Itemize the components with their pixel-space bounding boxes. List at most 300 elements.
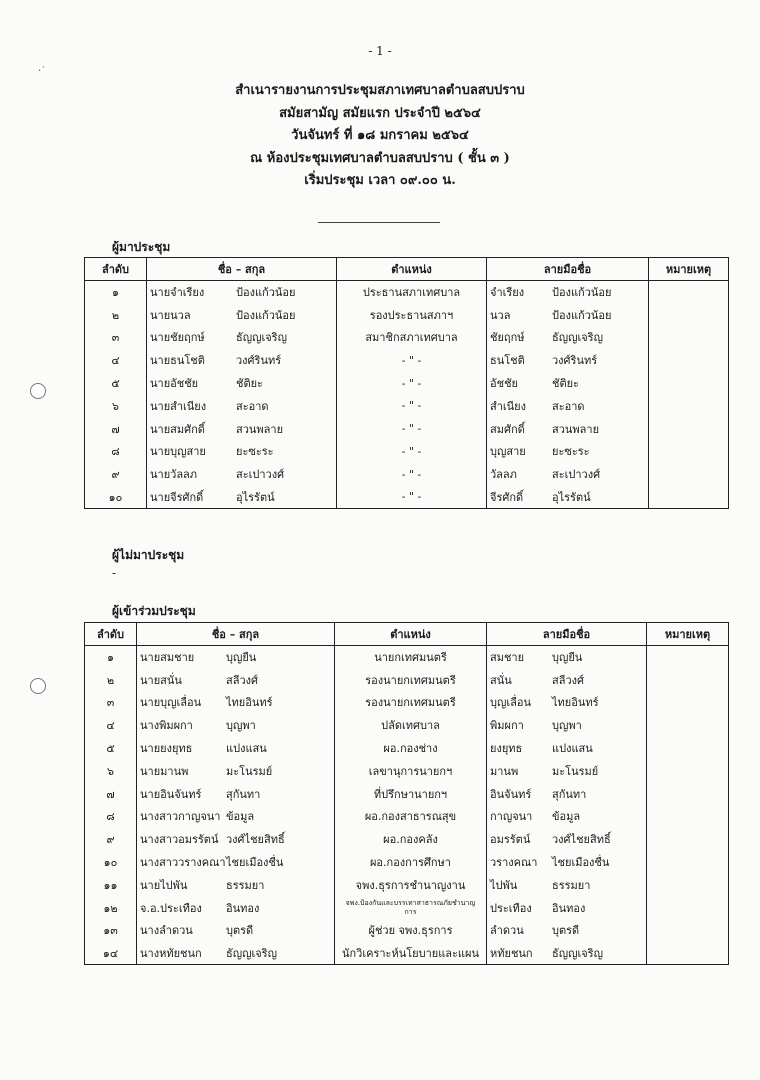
- signature-first: อินจันทร์: [490, 787, 532, 801]
- signature-last: วงศ์รินทร์: [552, 354, 598, 368]
- col-name: ชื่อ – สกุล: [137, 623, 335, 646]
- table-row: [85, 463, 729, 486]
- signature-last: ยะซะระ: [552, 445, 590, 459]
- signature-first: วัลลภ: [490, 468, 517, 482]
- col-remark: หมายเหตุ: [649, 258, 729, 281]
- row-number: ๙: [111, 468, 120, 482]
- cell-remark: [649, 463, 729, 486]
- signature-first: บุญสาย: [490, 445, 526, 459]
- header-divider: [318, 222, 440, 223]
- cell-position: [337, 303, 487, 326]
- cell-signature: [487, 349, 649, 372]
- cell-name: [137, 805, 335, 828]
- participants-table: [84, 622, 729, 965]
- cell-name: [137, 919, 335, 942]
- last-name: ไทยอินทร์: [226, 696, 273, 710]
- cell-signature: [487, 646, 647, 669]
- signature-last: ชัติยะ: [552, 377, 579, 391]
- cell-position: [335, 851, 487, 874]
- row-number: ๑๐: [103, 856, 118, 870]
- signature-last: ป้องแก้วน้อย: [552, 308, 612, 322]
- cell-signature: [487, 919, 647, 942]
- row-number: ๘: [111, 445, 120, 459]
- cell-position: [335, 919, 487, 942]
- cell-no: [85, 281, 147, 304]
- signature-first: สำเนียง: [490, 399, 526, 413]
- cell-no: [85, 349, 147, 372]
- last-name: วงศ์ไชยสิทธิ์: [226, 833, 285, 847]
- first-name: นายอัชชัย: [150, 377, 199, 391]
- cell-remark: [649, 440, 729, 463]
- position-text: ประธานสภาเทศบาล: [362, 286, 461, 300]
- cell-no: [85, 646, 137, 669]
- signature-first: อมรรัตน์: [490, 833, 531, 847]
- last-name: ยะซะระ: [236, 445, 274, 459]
- cell-signature: [487, 440, 649, 463]
- cell-position: [335, 737, 487, 760]
- first-name: นายนวล: [150, 308, 191, 322]
- col-position: ตำแหน่ง: [335, 623, 487, 646]
- cell-remark: [647, 759, 729, 782]
- cell-no: [85, 326, 147, 349]
- row-number: ๑: [107, 651, 114, 665]
- row-number: ๒: [111, 308, 120, 322]
- cell-signature: [487, 805, 647, 828]
- position-text: รองประธานสภาฯ: [369, 308, 454, 322]
- cell-position: [335, 942, 487, 965]
- cell-position: [337, 463, 487, 486]
- cell-position: [335, 646, 487, 669]
- cell-position: [337, 349, 487, 372]
- cell-remark: [647, 691, 729, 714]
- table-header-row: [85, 623, 729, 646]
- cell-no: [85, 759, 137, 782]
- cell-name: [137, 942, 335, 965]
- signature-last: บุญพา: [552, 719, 582, 733]
- signature-last: มะโนรมย์: [552, 764, 599, 778]
- first-name: นางพิมผกา: [140, 719, 193, 733]
- cell-signature: [487, 873, 647, 896]
- cell-name: [137, 782, 335, 805]
- first-name: นายยงยุทธ: [140, 742, 193, 756]
- row-number: ๑๐: [108, 490, 123, 504]
- row-number: ๗: [111, 422, 120, 436]
- signature-last: ไชยเมืองชื่น: [552, 856, 610, 870]
- position-text: ผอ.กองการศึกษา: [369, 856, 451, 870]
- row-number: ๔: [111, 354, 120, 368]
- table-row: [85, 737, 729, 760]
- table-row: [85, 303, 729, 326]
- cell-name: [147, 303, 337, 326]
- cell-remark: [649, 281, 729, 304]
- position-text: สมาชิกสภาเทศบาล: [365, 331, 458, 345]
- first-name: นายไปพัน: [140, 878, 188, 892]
- cell-name: [147, 417, 337, 440]
- cell-signature: [487, 896, 647, 919]
- signature-first: กาญจนา: [490, 810, 533, 824]
- cell-no: [85, 805, 137, 828]
- first-name: นายชัยฤกษ์: [150, 331, 205, 345]
- cell-name: [137, 851, 335, 874]
- participants-label: ผู้เข้าร่วมประชุม: [112, 604, 196, 618]
- header-title: สำเนารายงานการประชุมสภาเทศบาลตำบลสบปราบ: [235, 83, 525, 98]
- cell-remark: [649, 417, 729, 440]
- row-number: ๓: [111, 331, 120, 345]
- cell-name: [147, 349, 337, 372]
- table-row: [85, 896, 729, 919]
- table-row: [85, 828, 729, 851]
- signature-last: สะเปาวงศ์: [552, 468, 601, 482]
- cell-no: [85, 873, 137, 896]
- last-name: มะโนรมย์: [226, 764, 273, 778]
- position-text: ผอ.กองคลัง: [383, 833, 438, 847]
- last-name: บุตรดี: [226, 924, 254, 938]
- first-name: นางลำดวน: [140, 924, 193, 938]
- header-date: วันจันทร์ ที่ ๑๘ มกราคม ๒๕๖๔: [291, 128, 469, 143]
- signature-first: สมชาย: [490, 651, 525, 665]
- signature-first: นวล: [490, 308, 511, 322]
- cell-signature: [487, 463, 649, 486]
- cell-remark: [647, 782, 729, 805]
- header-session: สมัยสามัญ สมัยแรก ประจำปี ๒๕๖๔: [279, 105, 481, 121]
- table-row: [85, 714, 729, 737]
- position-text: ที่ปรึกษานายกฯ: [373, 787, 448, 801]
- first-name: นางสาววรางคณา: [140, 856, 226, 870]
- signature-first: ชัยฤกษ์: [490, 331, 525, 345]
- table-row: [85, 805, 729, 828]
- position-text: - " -: [401, 353, 422, 367]
- row-number: ๓: [106, 696, 115, 710]
- col-no: ลำดับ: [85, 258, 147, 281]
- cell-signature: [487, 851, 647, 874]
- first-name: นายบุญสาย: [150, 445, 206, 459]
- position-text: - " -: [401, 444, 422, 458]
- signature-last: สะอาด: [552, 399, 585, 413]
- cell-signature: [487, 417, 649, 440]
- last-name: ป้องแก้วน้อย: [236, 286, 296, 300]
- cell-position: [335, 896, 487, 919]
- first-name: นายอินจันทร์: [140, 787, 202, 801]
- cell-remark: [647, 714, 729, 737]
- row-number: ๘: [106, 810, 115, 824]
- cell-signature: [487, 303, 649, 326]
- table-row: [85, 851, 729, 874]
- last-name: อุไรรัตน์: [236, 490, 275, 504]
- scan-speck: ·˙: [38, 66, 47, 77]
- cell-no: [85, 303, 147, 326]
- position-text: - " -: [401, 490, 422, 504]
- signature-first: อัชชัย: [490, 377, 518, 391]
- cell-remark: [649, 326, 729, 349]
- signature-first: สนั่น: [490, 673, 512, 687]
- cell-signature: [487, 326, 649, 349]
- cell-signature: [487, 942, 647, 965]
- cell-position: [337, 394, 487, 417]
- position-text: ปลัดเทศบาล: [381, 719, 440, 733]
- cell-name: [137, 691, 335, 714]
- table-row: [85, 782, 729, 805]
- first-name: นายจีรศักดิ์: [150, 490, 204, 504]
- first-name: นายสนั่น: [140, 673, 182, 687]
- position-text: เลขานุการนายกฯ: [368, 764, 453, 778]
- cell-remark: [649, 372, 729, 395]
- cell-signature: [487, 691, 647, 714]
- absentees-value: -: [112, 566, 117, 580]
- last-name: สลีวงศ์: [226, 673, 258, 687]
- signature-last: วงศ์ไชยสิทธิ์: [552, 833, 611, 847]
- table-header-row: [85, 258, 729, 281]
- cell-no: [85, 942, 137, 965]
- row-number: ๒: [106, 673, 115, 687]
- cell-name: [137, 737, 335, 760]
- signature-last: บุญยืน: [552, 651, 583, 665]
- cell-name: [137, 896, 335, 919]
- cell-remark: [647, 873, 729, 896]
- row-number: ๕: [106, 742, 115, 756]
- cell-signature: [487, 281, 649, 304]
- cell-name: [137, 759, 335, 782]
- cell-remark: [647, 919, 729, 942]
- cell-no: [85, 782, 137, 805]
- cell-no: [85, 394, 147, 417]
- position-text: ผู้ช่วย จพง.ธุรการ: [368, 924, 453, 938]
- cell-name: [137, 668, 335, 691]
- first-name: จ.อ.ประเทือง: [140, 901, 202, 915]
- cell-signature: [487, 759, 647, 782]
- row-number: ๑๒: [103, 901, 118, 915]
- signature-last: ธัญญเจริญ: [552, 947, 603, 960]
- position-text: - " -: [401, 376, 422, 390]
- cell-no: [85, 691, 137, 714]
- last-name: แปงแสน: [226, 742, 267, 756]
- position-text: - " -: [401, 422, 422, 436]
- cell-name: [137, 714, 335, 737]
- cell-name: [147, 440, 337, 463]
- signature-last: ธัญญเจริญ: [552, 331, 603, 345]
- signature-first: จีรศักดิ์: [490, 490, 524, 504]
- col-signature: ลายมือชื่อ: [487, 258, 649, 281]
- table-row: [85, 417, 729, 440]
- cell-name: [147, 486, 337, 509]
- last-name: บุญยืน: [226, 651, 257, 665]
- cell-name: [147, 394, 337, 417]
- table-row: [85, 349, 729, 372]
- first-name: นายจำเรียง: [150, 286, 205, 300]
- position-text: นักวิเคราะห์นโยบายและแผน: [342, 947, 479, 960]
- last-name: สะอาด: [236, 399, 269, 413]
- signature-first: พิมผกา: [490, 719, 524, 733]
- table-row: [85, 281, 729, 304]
- table-row: [85, 873, 729, 896]
- cell-position: [335, 714, 487, 737]
- signature-last: ป้องแก้วน้อย: [552, 286, 612, 300]
- col-remark: หมายเหตุ: [647, 623, 729, 646]
- cell-no: [85, 486, 147, 509]
- table-row: [85, 668, 729, 691]
- cell-name: [147, 326, 337, 349]
- row-number: ๔: [106, 719, 115, 733]
- cell-no: [85, 372, 147, 395]
- last-name: ไชยเมืองชื่น: [226, 856, 284, 870]
- signature-last: อุไรรัตน์: [552, 490, 591, 504]
- last-name: ป้องแก้วน้อย: [236, 308, 296, 322]
- signature-last: ข้อมูล: [552, 810, 581, 824]
- cell-remark: [647, 942, 729, 965]
- cell-no: [85, 896, 137, 919]
- last-name: อินทอง: [226, 901, 260, 915]
- col-no: ลำดับ: [85, 623, 137, 646]
- cell-position: [335, 691, 487, 714]
- table-row: [85, 372, 729, 395]
- cell-no: [85, 851, 137, 874]
- table-row: [85, 486, 729, 509]
- signature-last: สุกันทา: [552, 787, 587, 801]
- first-name: นายสมชาย: [140, 651, 195, 665]
- table-row: [85, 759, 729, 782]
- punch-hole-bottom: [30, 678, 46, 694]
- cell-position: [337, 326, 487, 349]
- cell-position: [335, 759, 487, 782]
- signature-last: ไทยอินทร์: [552, 696, 599, 710]
- col-signature: ลายมือชื่อ: [487, 623, 647, 646]
- signature-first: ประเทือง: [490, 901, 532, 915]
- table-row: [85, 326, 729, 349]
- position-text: ผอ.กองช่าง: [383, 742, 438, 756]
- first-name: นางสาวอมรรัตน์: [140, 833, 219, 847]
- cell-name: [137, 828, 335, 851]
- header-venue: ณ ห้องประชุมเทศบาลตำบลสบปราบ ( ชั้น ๓ ): [250, 150, 510, 166]
- cell-remark: [647, 805, 729, 828]
- position-text: จพง.ป้องกันและบรรเทาสาธารณภัยชำนาญการ: [345, 898, 476, 916]
- cell-position: [337, 372, 487, 395]
- attendees-table: [84, 257, 729, 509]
- signature-first: หทัยชนก: [490, 947, 533, 960]
- last-name: สุกันทา: [226, 787, 261, 801]
- row-number: ๑: [112, 286, 119, 300]
- first-name: นางหทัยชนก: [140, 947, 202, 960]
- signature-first: ลำดวน: [490, 924, 524, 938]
- signature-last: สลีวงศ์: [552, 673, 584, 687]
- cell-name: [137, 873, 335, 896]
- cell-remark: [647, 668, 729, 691]
- cell-name: [147, 463, 337, 486]
- cell-position: [335, 668, 487, 691]
- cell-signature: [487, 668, 647, 691]
- absentees-label: ผู้ไม่มาประชุม: [112, 548, 185, 562]
- last-name: ธัญญเจริญ: [226, 947, 277, 960]
- last-name: ชัติยะ: [236, 377, 263, 391]
- cell-remark: [647, 896, 729, 919]
- row-number: ๖: [107, 764, 114, 778]
- last-name: สวนพลาย: [236, 422, 284, 436]
- cell-remark: [647, 646, 729, 669]
- signature-last: แปงแสน: [552, 742, 593, 756]
- signature-last: สวนพลาย: [552, 422, 600, 436]
- last-name: ธรรมยา: [226, 878, 265, 892]
- cell-remark: [649, 303, 729, 326]
- cell-name: [147, 372, 337, 395]
- signature-first: บุญเลื่อน: [490, 696, 531, 710]
- signature-first: ไปพัน: [490, 878, 518, 892]
- signature-first: จำเรียง: [490, 286, 525, 300]
- first-name: นายสมศักดิ์: [150, 422, 205, 436]
- cell-position: [335, 828, 487, 851]
- signature-last: บุตรดี: [552, 924, 580, 938]
- cell-signature: [487, 486, 649, 509]
- row-number: ๖: [112, 399, 119, 413]
- table-row: [85, 394, 729, 417]
- signature-last: อินทอง: [552, 901, 586, 915]
- table-row: [85, 440, 729, 463]
- position-text: ผอ.กองสาธารณสุข: [364, 810, 457, 824]
- last-name: ธัญญเจริญ: [236, 331, 287, 345]
- cell-position: [335, 805, 487, 828]
- cell-no: [85, 463, 147, 486]
- cell-signature: [487, 782, 647, 805]
- signature-first: ยงยุทธ: [490, 742, 523, 756]
- cell-no: [85, 919, 137, 942]
- col-name: ชื่อ – สกุล: [147, 258, 337, 281]
- first-name: นายสำเนียง: [150, 399, 207, 413]
- participants-body: [85, 646, 729, 965]
- row-number: ๙: [106, 833, 115, 847]
- row-number: ๑๔: [102, 947, 119, 960]
- first-name: นายวัลลภ: [150, 468, 198, 482]
- table-row: [85, 919, 729, 942]
- cell-position: [335, 782, 487, 805]
- cell-no: [85, 737, 137, 760]
- row-number: ๕: [111, 377, 120, 391]
- signature-first: วรางคณา: [490, 856, 538, 870]
- first-name: นายธนโชติ: [150, 354, 205, 368]
- first-name: นายมานพ: [140, 764, 189, 778]
- cell-position: [335, 873, 487, 896]
- cell-signature: [487, 737, 647, 760]
- position-text: - " -: [401, 399, 422, 413]
- cell-remark: [649, 486, 729, 509]
- position-text: นายกเทศมนตรี: [374, 651, 447, 665]
- row-number: ๑๑: [103, 878, 118, 892]
- signature-first: มานพ: [490, 764, 519, 778]
- first-name: นายบุญเลื่อน: [140, 696, 202, 710]
- table-row: [85, 942, 729, 965]
- cell-position: [337, 281, 487, 304]
- cell-position: [337, 440, 487, 463]
- cell-name: [137, 646, 335, 669]
- last-name: วงศ์รินทร์: [236, 354, 282, 368]
- page-number: - 1 -: [368, 44, 392, 58]
- col-position: ตำแหน่ง: [337, 258, 487, 281]
- document-header: [0, 80, 760, 193]
- position-text: - " -: [401, 467, 422, 481]
- last-name: สะเปาวงศ์: [236, 468, 285, 482]
- attendees-label: ผู้มาประชุม: [112, 240, 171, 254]
- last-name: บุญพา: [226, 719, 256, 733]
- last-name: ข้อมูล: [226, 810, 255, 824]
- cell-position: [337, 417, 487, 440]
- signature-last: ธรรมยา: [552, 878, 591, 892]
- position-text: รองนายกเทศมนตรี: [365, 696, 456, 710]
- cell-name: [147, 281, 337, 304]
- cell-remark: [649, 394, 729, 417]
- cell-signature: [487, 714, 647, 737]
- position-text: รองนายกเทศมนตรี: [365, 673, 456, 687]
- cell-no: [85, 828, 137, 851]
- cell-signature: [487, 828, 647, 851]
- header-start-time: เริ่มประชุม เวลา ๐๙.๐๐ น.: [304, 173, 456, 188]
- cell-no: [85, 440, 147, 463]
- row-number: ๑๓: [103, 924, 118, 938]
